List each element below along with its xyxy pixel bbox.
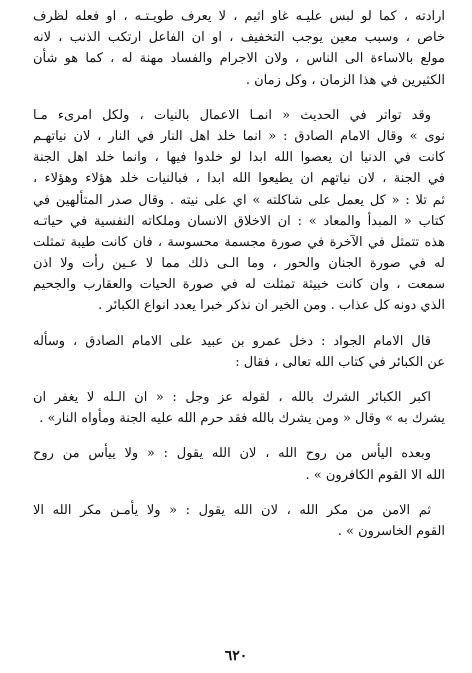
text-line: اكبر الكبائر الشرك بالله ، لقوله عز وجل : « ان الـله لا يغفر ان bbox=[33, 390, 431, 405]
paragraph-3 bbox=[33, 331, 445, 373]
text-line: الكثيرين في هذا الزمان ، وكل زمان . bbox=[245, 72, 445, 88]
text-line: الله الا القوم الكافرون » . bbox=[305, 467, 445, 483]
text-line: يشرك به » وقال « ومن يشرك بالله فقد حرم الله عليه الجنة ومأواه النار» . bbox=[39, 411, 445, 427]
paragraph-spacer bbox=[33, 429, 445, 443]
text-line: نوى » وقال الامام الصادق : « انما خلد اهل النار في النار ، لان نياتهـم bbox=[33, 128, 445, 144]
text-line: كتاب « المبدأ والمعاد » : ان الاخلاق الانسان وملكاته النفسية في حياتـه bbox=[33, 213, 445, 229]
text-line: في الجنة ، لان نياتهم ان يطيعوا الله ابدا ، فبالنيات خلد هؤلاء وهؤلاء ، bbox=[33, 171, 445, 187]
text-line: كانت في الدنيا ان يعصوا الله ابدا لو خلدوا فيها ، وانما خلد اهل الجنة bbox=[33, 150, 445, 166]
page-body bbox=[33, 6, 445, 542]
text-line: سمعت ، وان كانت خبيثة تمثلت له في صورة الحيات والعقارب والجحيم bbox=[33, 277, 445, 293]
paragraph-2 bbox=[33, 105, 445, 317]
paragraph-spacer bbox=[33, 486, 445, 500]
text-line: مولع بالاساءة الى الناس ، ولان الاجرام والفساد مهنة له ، كما هو شأن bbox=[33, 51, 445, 67]
text-line: هذه تتمثل في الآخرة في صورة مجسمة محسوسة ، فان كانت طيبة تمثلت bbox=[33, 234, 445, 250]
text-line: ثم تلا : « كل يعمل على شاكلته » اي على نيته . وقال صدر المتألهين في bbox=[33, 192, 445, 208]
paragraph-4 bbox=[33, 387, 445, 429]
text-line: له في صورة الجنان والحور ، وما الـى ذلك مما لا عـين رأت ولا اذن bbox=[33, 256, 445, 272]
text-line: القوم الخاسرون » . bbox=[337, 523, 445, 539]
paragraph-spacer bbox=[33, 373, 445, 387]
paragraph-1 bbox=[33, 6, 445, 91]
text-line: الذي دونه كل عذاب . ومن الخير ان نذكر خبرا يعدد انواع الكبائر . bbox=[98, 298, 445, 314]
paragraph-6 bbox=[33, 500, 445, 542]
text-line: عن الكبائر في كتاب الله تعالى ، فقال : bbox=[235, 354, 445, 370]
paragraph-5 bbox=[33, 443, 445, 485]
text-line: ارادته ، كما لو لبس عليـه غاو اثيم ، لا يعرف طويـتـه ، او فعله لظرف bbox=[33, 9, 445, 24]
paragraph-spacer bbox=[33, 317, 445, 331]
text-line: وقد تواتر في الحديث « انمـا الاعمال بالنيات ، ولكل امرىء مـا bbox=[33, 107, 431, 123]
text-line: خاص ، وسبب معين يوجب التخفيف ، او ان الفاعل ارتكب الذنب ، لانه bbox=[33, 30, 445, 46]
paragraph-spacer bbox=[33, 91, 445, 105]
text-line: وبعده اليأس من روح الله ، لان الله يقول : « ولا ييأس من روح bbox=[33, 446, 431, 462]
page-number: ٦٢٠ bbox=[224, 648, 248, 664]
text-line: ثم الامن من مكر الله ، لان الله يقول : « ولا يأمـن مكر الله الا bbox=[33, 502, 431, 518]
text-line: قال الامام الجواد : دخل عمرو بن عبيد على الامام الصادق ، وسأله bbox=[33, 333, 431, 349]
